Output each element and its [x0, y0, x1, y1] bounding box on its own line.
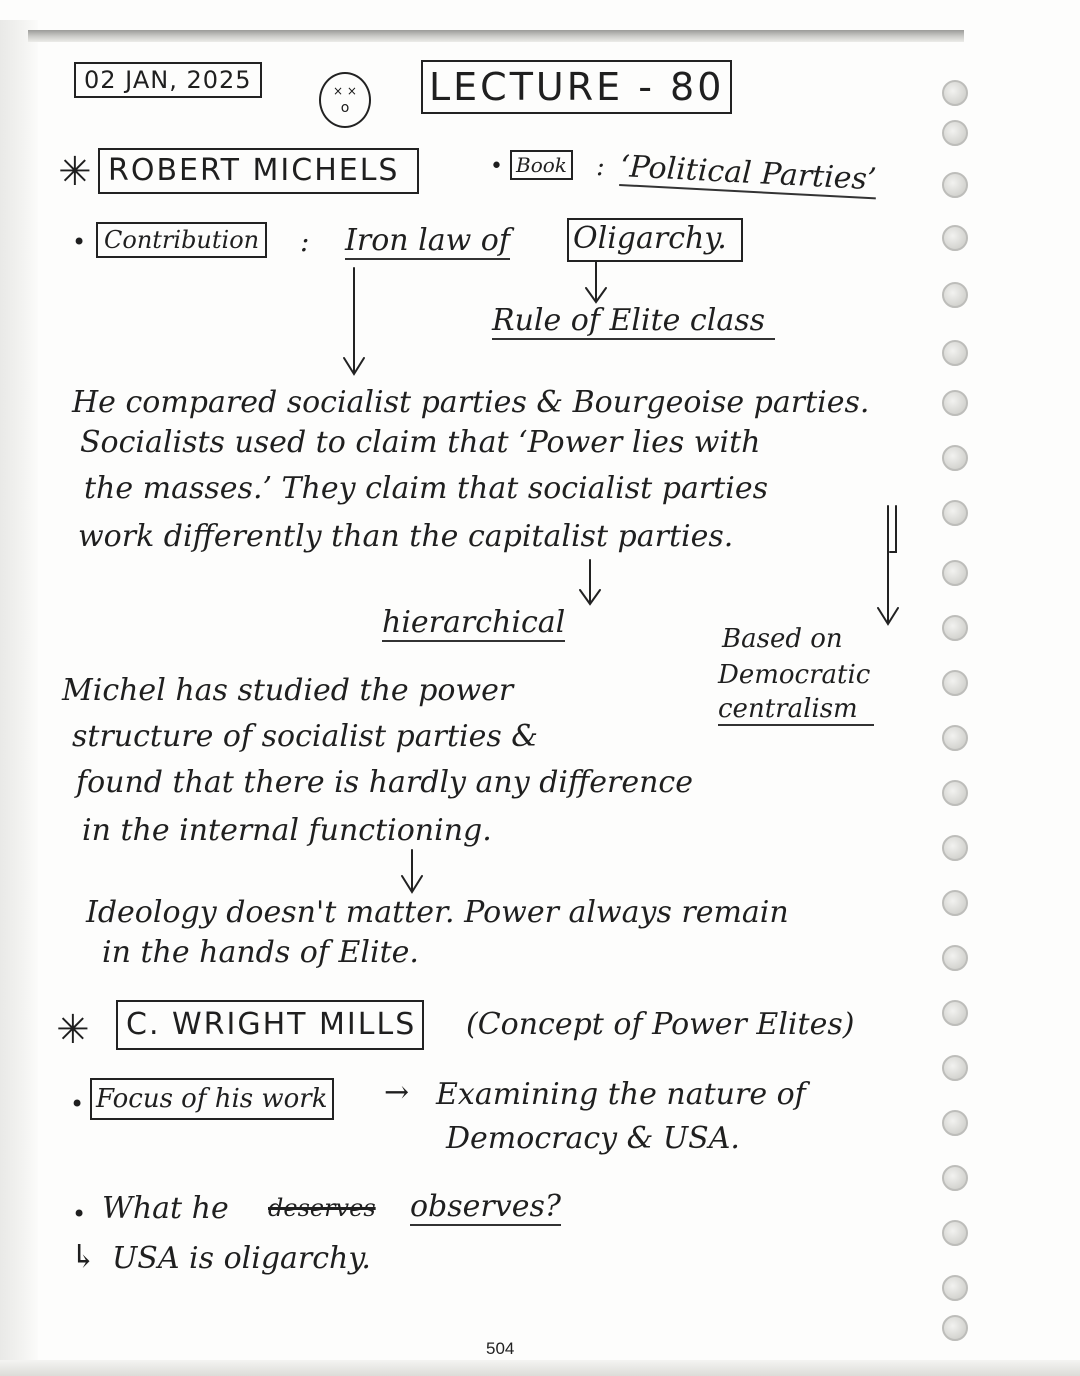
- spiral-binding: [930, 60, 980, 1350]
- democratic-line2: Democratic: [718, 660, 871, 690]
- binding-hole: [942, 225, 968, 251]
- star-bullet: ✳: [56, 1007, 90, 1053]
- binding-hole: [942, 890, 968, 916]
- binding-hole: [942, 780, 968, 806]
- scan-shadow-top: [28, 30, 964, 42]
- democratic-line1: Based on: [722, 624, 843, 654]
- answer-arrow: ↳: [70, 1237, 97, 1275]
- book-title: ‘Political Parties’: [619, 149, 878, 198]
- binding-hole: [942, 172, 968, 198]
- arrow-head: [580, 590, 600, 604]
- observes-prefix: What he: [102, 1191, 229, 1226]
- contribution-bullet: •: [72, 228, 87, 256]
- binding-hole: [942, 945, 968, 971]
- binding-hole: [942, 1315, 968, 1341]
- observes-bullet: •: [72, 1200, 87, 1228]
- page-number: 504: [486, 1339, 515, 1358]
- binding-hole: [942, 615, 968, 641]
- date-box: 02 JAN, 2025: [74, 62, 262, 98]
- para2-line3: found that there is hardly any difference: [76, 765, 693, 800]
- binding-hole: [942, 500, 968, 526]
- star-bullet: ✳: [58, 149, 92, 195]
- contribution-label-box: Contribution: [96, 222, 267, 258]
- para2-line4: in the internal functioning.: [82, 813, 492, 848]
- binding-hole: [942, 835, 968, 861]
- binding-hole: [942, 725, 968, 751]
- focus-label-box: Focus of his work: [90, 1078, 334, 1120]
- binding-hole: [942, 670, 968, 696]
- hierarchical-label: hierarchical: [382, 605, 566, 640]
- binding-hole: [942, 120, 968, 146]
- focus-text-line1: Examining the nature of: [436, 1077, 806, 1112]
- book-bullet: •: [490, 154, 503, 179]
- arrow-head: [586, 288, 606, 302]
- contribution-colon: :: [300, 225, 310, 258]
- arrow-head: [344, 358, 364, 374]
- mills-name-box: C. WRIGHT MILLS: [116, 1000, 424, 1050]
- oligarchy-box: Oligarchy.: [567, 218, 743, 262]
- binding-hole: [942, 1220, 968, 1246]
- binding-hole: [942, 340, 968, 366]
- binding-hole: [942, 560, 968, 586]
- observes-word: observes?: [410, 1189, 561, 1224]
- book-colon: :: [596, 152, 605, 182]
- struck-word: deserves: [268, 1194, 376, 1222]
- para1-line1: He compared socialist parties & Bourgeoise parties.: [72, 385, 870, 420]
- para3-line1: Ideology doesn't matter. Power always remain: [86, 895, 789, 930]
- power-elites-concept: (Concept of Power Elites): [466, 1007, 855, 1042]
- democratic-line3: centralism: [718, 696, 874, 726]
- binding-hole: [942, 1055, 968, 1081]
- arrow-head: [878, 608, 898, 624]
- para2-line1: Michel has studied the power: [62, 673, 514, 708]
- face-mouth: o: [340, 100, 350, 116]
- book-label-box: Book: [510, 150, 573, 180]
- focus-text-line2: Democracy & USA.: [446, 1121, 740, 1156]
- binding-hole: [942, 1165, 968, 1191]
- dizzy-face-icon: [319, 72, 371, 128]
- para1-line4: work differently than the capitalist parties.: [78, 519, 734, 554]
- scan-shadow-left: [0, 20, 38, 1360]
- binding-hole: [942, 445, 968, 471]
- binding-hole: [942, 80, 968, 106]
- para1-line2: Socialists used to claim that ‘Power lies with: [80, 425, 761, 460]
- scan-shadow-bottom: [0, 1360, 1080, 1376]
- focus-bullet: •: [70, 1090, 85, 1118]
- para1-line3: the masses.’ They claim that socialist parties: [84, 471, 768, 506]
- answer-text: USA is oligarchy.: [112, 1241, 371, 1276]
- lecture-title: LECTURE - 80: [421, 60, 732, 114]
- para2-line2: structure of socialist parties &: [72, 719, 539, 754]
- binding-hole: [942, 1275, 968, 1301]
- michels-name-box: ROBERT MICHELS: [98, 148, 419, 194]
- binding-hole: [942, 1110, 968, 1136]
- face-eyes: × ×: [333, 84, 357, 98]
- focus-arrow: →: [384, 1075, 410, 1110]
- binding-hole: [942, 390, 968, 416]
- binding-hole: [942, 1000, 968, 1026]
- iron-law-text: Iron law of: [345, 223, 510, 258]
- arrow-head: [402, 876, 422, 892]
- para3-line2: in the hands of Elite.: [102, 935, 419, 970]
- bracket-socialist: [890, 506, 896, 552]
- rule-of-elite: Rule of Elite class: [492, 306, 775, 340]
- binding-hole: [942, 282, 968, 308]
